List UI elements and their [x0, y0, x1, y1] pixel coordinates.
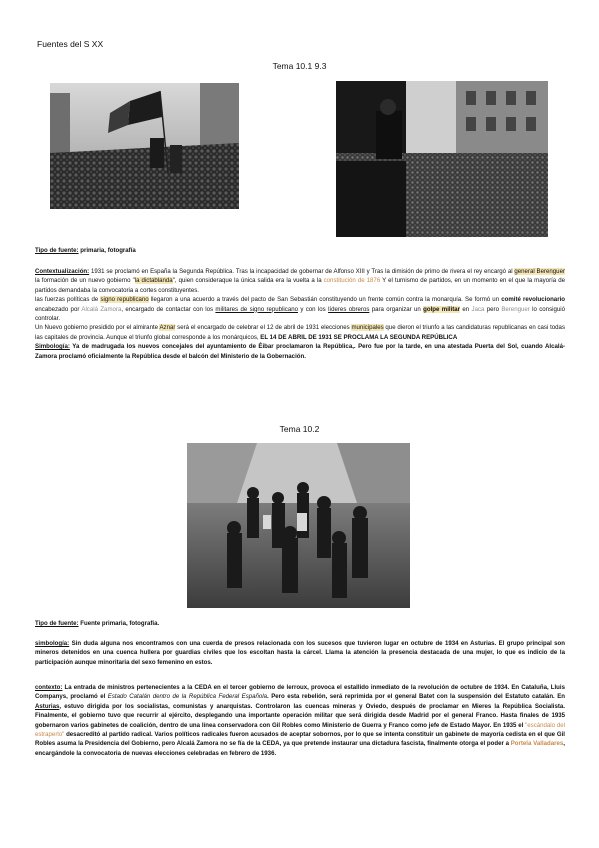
simbologia-label: Simbología:: [35, 343, 70, 351]
simbologia-paragraph-2: simbología: Sin duda alguna nos encontramos con una cuerda de presos relacionada con los sucesos que tuvieron lugar en octubre de 1934 en Asturias. El grupo principal son mineros detenidos en una cuenca hullera por guardias civiles que los escoltan hasta la cárcel. Llama la atención la presencia destacada de una mujer, lo que es indicio de la participación aunque minoritaria del sexo femenino en estos.: [35, 640, 565, 666]
tipo-label: Tipo de fuente:: [35, 247, 79, 254]
ctx-label: Contextualización:: [35, 268, 90, 275]
document-title: Fuentes del S XX: [37, 39, 104, 49]
section-heading-tema-10-1: Tema 10.1 9.3: [272, 61, 327, 71]
tipo-value-2: Fuente primaria, fotografía.: [78, 620, 160, 627]
tipo-label-2: Tipo de fuente:: [35, 620, 79, 627]
simbologia-text: Ya de madrugada los nuevos concejales del ayuntamiento de Éibar proclamaron la República,. Pero fue por la tarde, en una atestada Puerta del Sol, cuando Alcalá-Zamora proclamó oficialmente la República desde el balcón del Ministerio de la Gobernación.: [35, 343, 565, 360]
photo-balcony-crowd: [336, 81, 548, 237]
ctx-general-highlight: general Berenguer: [514, 268, 565, 275]
contexto-paragraph-2: contexto: La entrada de ministros pertenecientes a la CEDA en el tercer gobierno de lerroux, provoca el estallido inmediato de la revolución de octubre de 1934. En Cataluña, Lluis Companys, proclamó el Estado Catalán dentro de la República Federal Española. Pero esta rebelión, será reprimida por el general Batet con la suspensión del Estatuto catalán. En Asturias, estuvo dirigida por los socialistas, comunistas y anarquistas. Controlaron las cuencas mineras y Oviedo, después de proclamar en Mieres la República Socialista. Finalmente, el gobierno tuvo que recurrir al ejército, desplegando una importante operación militar que será dirigida desde Madrid por el general Franco. Hasta finales de 1935 gobernaron varios gabinetes de coalición, dentro de una línea conservadora con Gil Robles como Ministerio de Guerra y Franco como jefe de Estado Mayor. En 1935 el "escándalo del estraperlo" desacreditó al partido radical. Varios políticos radicales fueron acusados de aceptar sobornos, por lo que se intenta constituir un gabinete de mayoría cedista en el que Gil Robles asuma la Presidencia del Gobierno, pero Alcalá Zamora no se fía de la CEDA, ya que pretende instaurar una dictadura fascista, finalmente otorga el poder a Portela Valladares, encargándole la convocatoria de nuevas elecciones celebradas en febrero de 1936.: [35, 684, 565, 757]
ctx-constitucion-link: constitución de 1876: [323, 277, 381, 285]
ctx-dictablanda-highlight: la dictablanda: [134, 277, 173, 285]
ctx-proclamation: EL 14 DE ABRIL DE 1931 SE PROCLAMA LA SEGUNDA REPÚBLICA: [260, 333, 458, 341]
section-heading-tema-10-2: Tema 10.2: [279, 424, 320, 434]
contextualizacion-paragraph: Contextualización: 1931 se proclamó en España la Segunda República. Tras la incapacidad de gobernar de Alfonso XIII y Tras la dimisión de primo de rivera el rey encargó al general Berenguer la formación de un nuevo gobierno "la dictablanda", quien consideraque la única salida era la vuelta a la constitución de 1876 Y el turnismo de partidos, en un momento en el que la mayoría de partidos demandaba la convocatoria a cortes constituyentes. las fuerzas políticas de signo republicano llegaron a una acuerdo a través del pacto de San Sebastián constituyendo un frente común contra la monarquía. Se formó un comité revolucionario encabezado por Alcalá Zamora, encargado de contactar con los militares de signo republicano y con los líderes obreros para organizar un golpe militar en Jaca pero Berenguer lo consiguió controlar. Un Nuevo gobierno presidido por el almirante Aznar será el encargado de celebrar el 12 de abril de 1931 elecciones municipales que dieron el triunfo a las candidaturas republicanas en casi todas las capitales de provincia. Aunque el triunfo global corresponde a los monárquicos, EL 14 DE ABRIL DE 1931 SE PROCLAMA LA SEGUNDA REPÚBLICA Simbología: Ya de madrugada los nuevos concejales del ayuntamiento de Éibar proclamaron la República,. Pero fue por la tarde, en una atestada Puerta del Sol, cuando Alcalá-Zamora proclamó oficialmente la República desde el balcón del Ministerio de la Gobernación.: [35, 268, 565, 360]
photo-prisoners-march: [187, 443, 410, 608]
photo-crowd-flag: [50, 83, 239, 209]
tipo-value: primaria, fotografía: [78, 247, 136, 254]
